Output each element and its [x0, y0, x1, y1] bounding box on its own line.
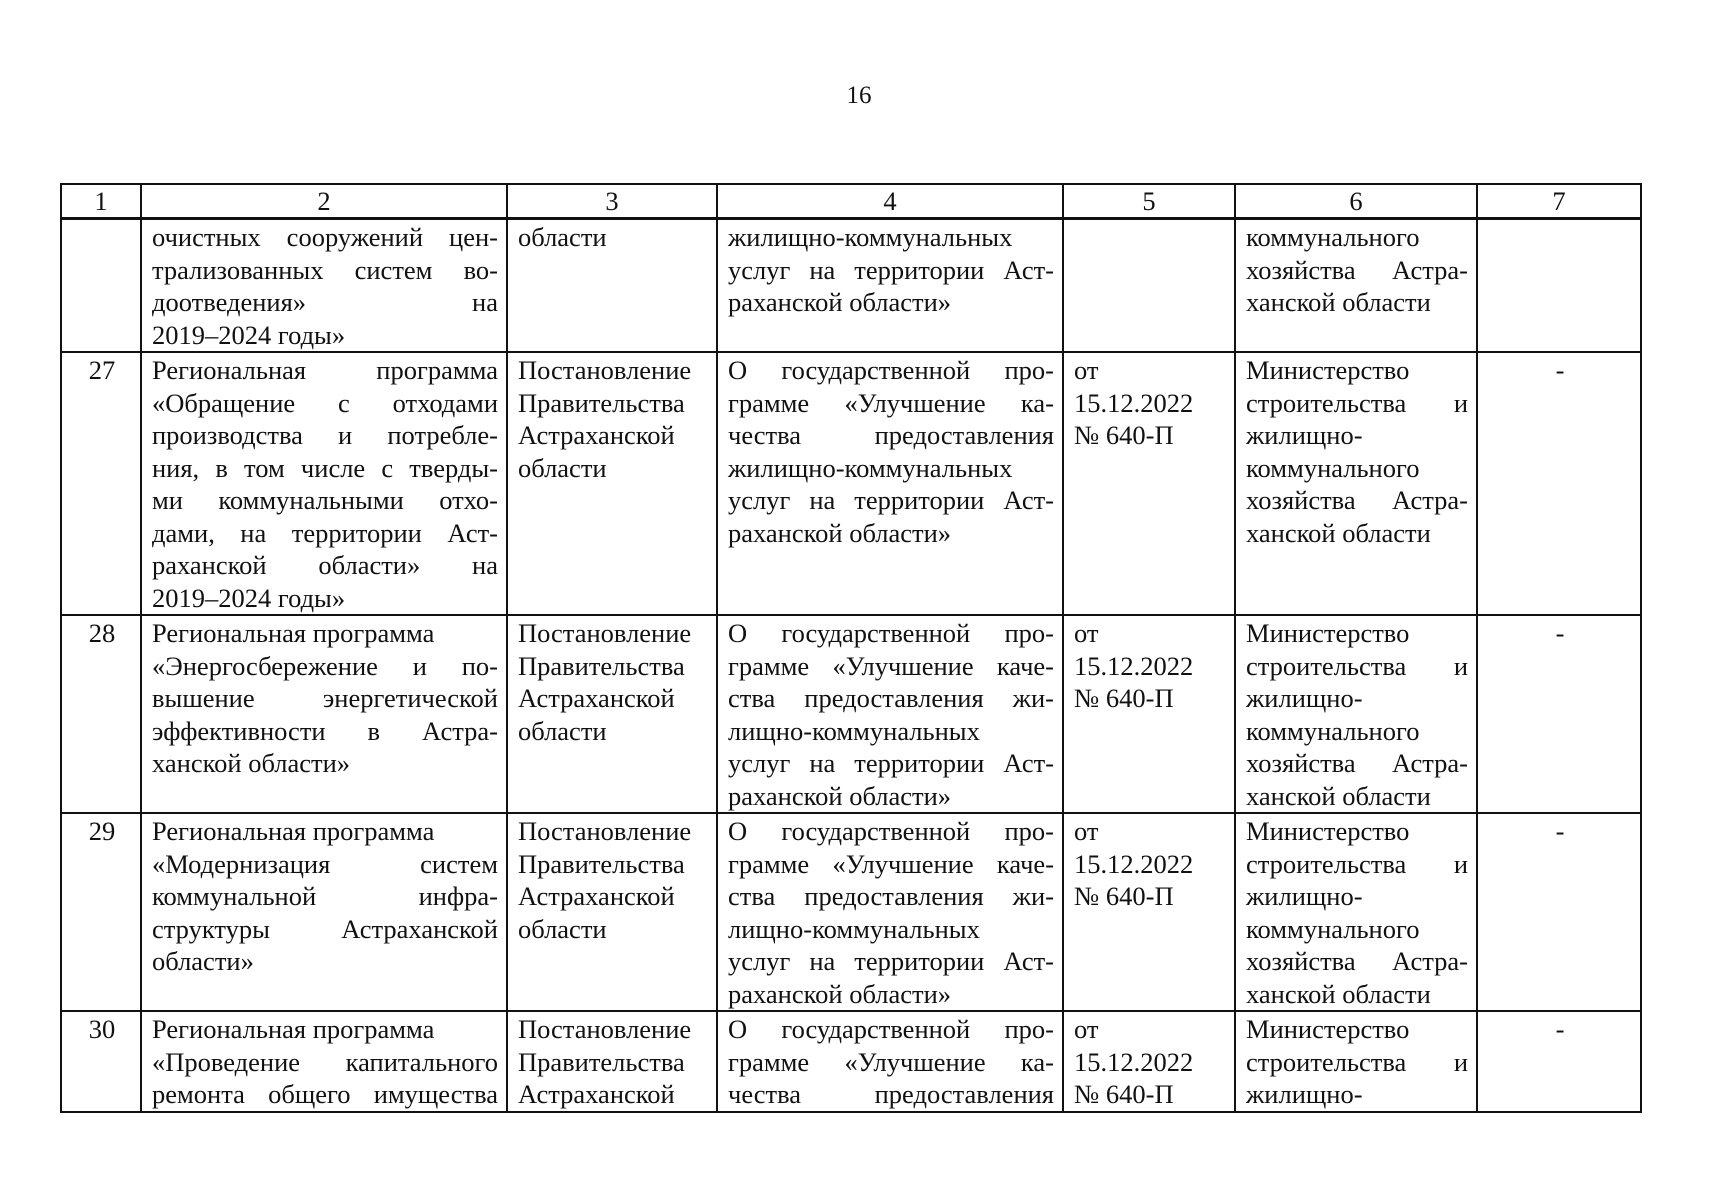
cell-line: 15.12.2022: [1074, 650, 1194, 681]
cell-line: хозяйства Астра-: [1246, 748, 1468, 778]
cell-line: жилищно-: [1246, 881, 1363, 911]
cell-line: Астраханской: [518, 1079, 675, 1109]
cell-line: ханской области: [1246, 517, 1431, 548]
cell-line: от: [1074, 1014, 1099, 1044]
cell-line: 2019–2024 годы»: [152, 319, 346, 350]
date-cell: [1063, 352, 1235, 615]
table-row: [61, 352, 1641, 615]
cell-line: от: [1074, 618, 1099, 648]
act-cell: [507, 813, 717, 1011]
program-cell: [141, 1011, 507, 1112]
cell-line: Астраханской: [518, 420, 675, 450]
ministry-cell: [1235, 219, 1477, 353]
ministry-cell: [1235, 813, 1477, 1011]
cell-line: Постановление: [518, 618, 692, 648]
cell-line: строительства и: [1246, 1046, 1468, 1077]
cell-line: ми коммунальными отхо-: [152, 485, 498, 515]
cell-line: области: [518, 222, 607, 252]
cell-line: коммунального: [1246, 715, 1420, 746]
cell-line: Правительства: [518, 1046, 685, 1077]
cell-line: «Энергосбережение и по-: [152, 650, 498, 681]
cell-line: области: [518, 715, 607, 746]
title-cell: [717, 813, 1063, 1011]
cell-line: структуры Астраханской: [152, 913, 498, 944]
cell-line: жилищно-коммунальных: [728, 222, 1013, 252]
cell-line: Правительства: [518, 848, 685, 879]
act-cell: [507, 352, 717, 615]
cell-line: дами, на территории Аст-: [152, 517, 498, 548]
act-cell: [507, 615, 717, 813]
title-cell: [717, 615, 1063, 813]
cell-line: доотведения» на: [152, 287, 498, 317]
table-row: [61, 813, 1641, 1011]
column-header: 6: [1235, 184, 1477, 219]
cell-line: области: [518, 913, 607, 944]
cell-line: «Проведение капитального: [152, 1046, 498, 1077]
cell-line: от: [1074, 816, 1099, 846]
cell-line: Региональная программа: [152, 1014, 435, 1044]
cell-line: Постановление: [518, 816, 692, 846]
cell-line: чества предоставления: [728, 420, 1054, 450]
cell-line: 15.12.2022: [1074, 1046, 1194, 1077]
cell-line: Региональная программа: [152, 816, 435, 846]
cell-line: хозяйства Астра-: [1246, 485, 1468, 515]
cell-line: Постановление: [518, 355, 692, 385]
cell-line: Региональная программа: [152, 355, 498, 385]
cell-line: О государственной про-: [728, 618, 1054, 648]
date-cell: [1063, 813, 1235, 1011]
cell-line: О государственной про-: [728, 816, 1054, 846]
program-cell: [141, 352, 507, 615]
act-cell: [507, 1011, 717, 1112]
cell-line: грамме «Улучшение ка-: [728, 387, 1054, 418]
cell-line: строительства и: [1246, 848, 1468, 879]
extra-cell: [1477, 219, 1641, 353]
cell-line: услуг на территории Аст-: [728, 254, 1054, 285]
cell-line: услуг на территории Аст-: [728, 485, 1054, 515]
page-number: 16: [846, 82, 872, 109]
cell-line: 15.12.2022: [1074, 387, 1194, 418]
cell-line: № 640-П: [1074, 683, 1174, 713]
cell-line: раханской области»: [728, 978, 952, 1009]
cell-line: услуг на территории Аст-: [728, 946, 1054, 976]
header-row: [61, 184, 1641, 219]
cell-line: лищно-коммунальных: [728, 913, 980, 944]
cell-line: Правительства: [518, 650, 685, 681]
cell-line: очистных сооружений цен-: [152, 222, 498, 252]
cell-line: раханской области»: [728, 287, 952, 317]
programs-table: [60, 183, 1642, 1113]
cell-line: производства и потребле-: [152, 420, 498, 450]
title-cell: [717, 352, 1063, 615]
cell-line: коммунальной инфра-: [152, 881, 498, 911]
cell-line: № 640-П: [1074, 881, 1174, 911]
cell-line: ханской области: [1246, 287, 1431, 317]
cell-line: 15.12.2022: [1074, 848, 1194, 879]
cell-line: коммунального: [1246, 222, 1420, 252]
cell-line: жилищно-: [1246, 1079, 1363, 1109]
table-row: [61, 615, 1641, 813]
cell-line: ханской области»: [152, 748, 351, 778]
cell-line: Постановление: [518, 1014, 692, 1044]
cell-line: Министерство: [1246, 355, 1410, 385]
program-cell: [141, 615, 507, 813]
row-number: 30: [61, 1011, 141, 1112]
column-header: 4: [717, 184, 1063, 219]
cell-line: ханской области: [1246, 780, 1431, 811]
cell-line: жилищно-коммунальных: [728, 452, 1013, 483]
extra-cell: -: [1477, 1011, 1641, 1112]
cell-line: О государственной про-: [728, 355, 1054, 385]
extra-cell: -: [1477, 813, 1641, 1011]
cell-line: жилищно-: [1246, 420, 1363, 450]
cell-line: строительства и: [1246, 650, 1468, 681]
cell-line: «Модернизация систем: [152, 848, 498, 879]
cell-line: Министерство: [1246, 618, 1410, 648]
cell-line: раханской области»: [728, 517, 952, 548]
cell-line: области»: [152, 946, 254, 976]
cell-line: О государственной про-: [728, 1014, 1054, 1044]
cell-line: услуг на территории Аст-: [728, 748, 1054, 778]
cell-line: Астраханской: [518, 683, 675, 713]
title-cell: [717, 219, 1063, 353]
date-cell: [1063, 219, 1235, 353]
cell-line: хозяйства Астра-: [1246, 254, 1468, 285]
cell-line: вышение энергетической: [152, 683, 498, 713]
program-cell: [141, 813, 507, 1011]
cell-line: грамме «Улучшение каче-: [728, 650, 1054, 681]
cell-line: чества предоставления: [728, 1079, 1054, 1109]
cell-line: грамме «Улучшение каче-: [728, 848, 1054, 879]
cell-line: грамме «Улучшение ка-: [728, 1046, 1054, 1077]
column-header: 3: [507, 184, 717, 219]
cell-line: ния, в том числе с тверды-: [152, 452, 498, 483]
title-cell: [717, 1011, 1063, 1112]
ministry-cell: [1235, 1011, 1477, 1112]
cell-line: эффективности в Астра-: [152, 715, 498, 746]
cell-line: лищно-коммунальных: [728, 715, 980, 746]
column-header: 2: [141, 184, 507, 219]
cell-line: 2019–2024 годы»: [152, 582, 346, 613]
ministry-cell: [1235, 352, 1477, 615]
extra-cell: -: [1477, 615, 1641, 813]
column-header: 7: [1477, 184, 1641, 219]
cell-line: строительства и: [1246, 387, 1468, 418]
cell-line: жилищно-: [1246, 683, 1363, 713]
extra-cell: -: [1477, 352, 1641, 615]
cell-line: ханской области: [1246, 978, 1431, 1009]
cell-line: области: [518, 452, 607, 483]
act-cell: [507, 219, 717, 353]
column-header: 1: [61, 184, 141, 219]
date-cell: [1063, 1011, 1235, 1112]
cell-line: коммунального: [1246, 452, 1420, 483]
cell-line: раханской области»: [728, 780, 952, 811]
row-number: 28: [61, 615, 141, 813]
cell-line: ства предоставления жи-: [728, 881, 1054, 911]
cell-line: ремонта общего имущества: [152, 1079, 498, 1109]
cell-line: № 640-П: [1074, 420, 1174, 450]
cell-line: Правительства: [518, 387, 685, 418]
program-cell: [141, 219, 507, 353]
cell-line: ства предоставления жи-: [728, 683, 1054, 713]
cell-line: трализованных систем во-: [152, 254, 498, 285]
ministry-cell: [1235, 615, 1477, 813]
cell-line: от: [1074, 355, 1099, 385]
row-number: [61, 219, 141, 353]
cell-line: коммунального: [1246, 913, 1420, 944]
cell-line: «Обращение с отходами: [152, 387, 498, 418]
cell-line: Астраханской: [518, 881, 675, 911]
cell-line: раханской области» на: [152, 550, 498, 580]
cell-line: хозяйства Астра-: [1246, 946, 1468, 976]
row-number: 29: [61, 813, 141, 1011]
date-cell: [1063, 615, 1235, 813]
table-row: [61, 1011, 1641, 1112]
cell-line: Министерство: [1246, 1014, 1410, 1044]
column-header: 5: [1063, 184, 1235, 219]
row-number: 27: [61, 352, 141, 615]
cell-line: № 640-П: [1074, 1079, 1174, 1109]
table-row: [61, 219, 1641, 353]
cell-line: Региональная программа: [152, 618, 435, 648]
cell-line: Министерство: [1246, 816, 1410, 846]
